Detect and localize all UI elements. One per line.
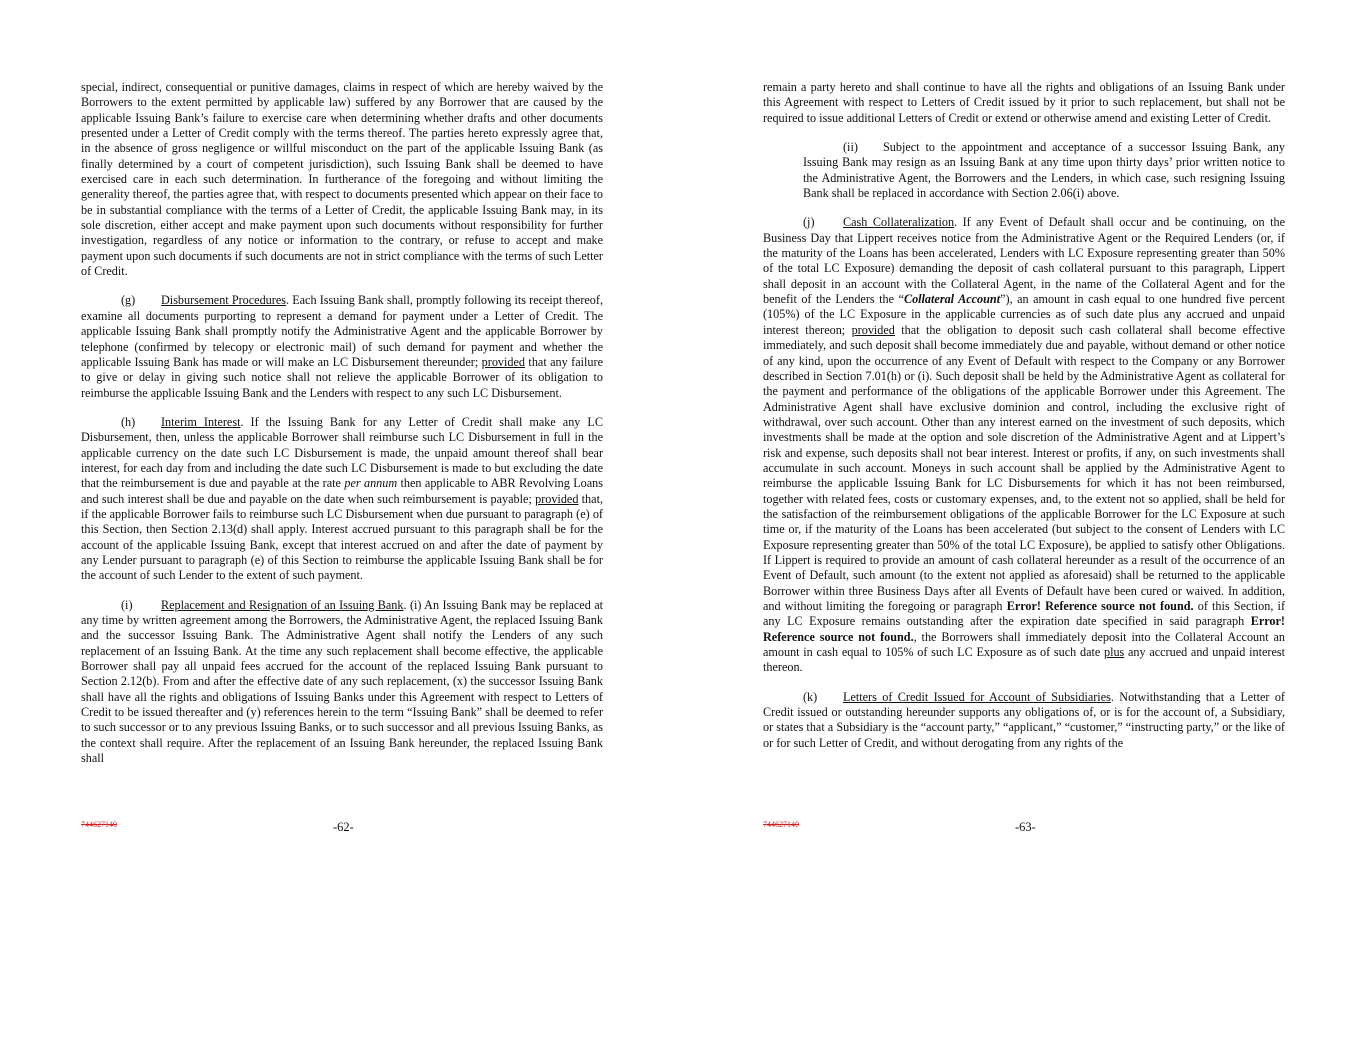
section-label: (k) [803,689,818,704]
section-heading: Letters of Credit Issued for Account of Subsidiaries [843,689,1111,704]
section-heading: Cash Collateralization [843,215,955,230]
section-label: (j) [803,215,815,230]
left-page [81,80,603,780]
document-id: 744627140 [763,820,799,829]
document-id: 744627140 [81,820,117,829]
section-g-disbursement-procedures: (g) Disbursement Procedures. Each Issuing Bank shall, promptly following its receipt thereof, examine all documents purporting to represent a demand for payment under a Letter of Credit. The applicable Issuing Bank shall promptly notify the Administrative Agent and the applicable Borrower by telephone (confirmed by telecopy or electronic mail) of such demand for payment and whether the applicable Issuing Bank has made or will make an LC Disbursement thereunder; provided that any failure to give or delay in giving such notice shall not relieve the applicable Borrower of its obligation to reimburse the applicable Issuing Bank and the Lenders with respect to any such LC Disbursement. [81,293,603,400]
reference-error: Error! Reference source not found. [1006,599,1194,613]
section-heading: Replacement and Resignation of an Issuing Bank [161,597,404,612]
per-annum-term: per annum [344,476,398,491]
section-k-subsidiaries: (k) Letters of Credit Issued for Account of Subsidiaries. Notwithstanding that a Letter of Credit issued or outstanding hereunder supports any obligations of, or is for the account of, a Subsidiary, or states that a Subsidiary is the “account party,” “applicant,” “customer,” “instructing party,” or the like of or for such Letter of Credit, and without derogating from any rights of the [763,689,1285,750]
section-i-replacement-resignation: (i) Replacement and Resignation of an Issuing Bank. (i) An Issuing Bank may be replaced at any time by written agreement among the Borrowers, the Administrative Agent, the replaced Issuing Bank and the successor Issuing Bank. The Administrative Agent shall notify the Lenders of any such replacement of an Issuing Bank. At the time any such replacement shall become effective, the applicable Borrower shall pay all unpaid fees accrued for the account of the replaced Issuing Bank pursuant to Section 2.12(b). From and after the effective date of any such replacement, (x) the successor Issuing Bank shall have all the rights and obligations of Issuing Banks under this Agreement with respect to Letters of Credit to be issued thereafter and (y) references herein to the term “Issuing Bank” shall be deemed to refer to such successor or to any previous Issuing Banks, or to such successor and all previous Issuing Banks, as the context shall require. After the replacement of an Issuing Bank hereunder, the replaced Issuing Bank shall [81,597,604,766]
paragraph-continued: special, indirect, consequential or punitive damages, claims in respect of which are hereby waived by the Borrowers to the extent permitted by applicable law) suffered by any Borrower that are caused by the applicable Issuing Bank’s failure to exercise care when determining whether drafts and other documents presented under a Letter of Credit comply with the terms thereof. The parties hereto expressly agree that, in the absence of gross negligence or willful misconduct on the part of the applicable Issuing Bank (as finally determined by a court of competent jurisdiction), such Issuing Bank shall be deemed to have exercised care in each such determination. In furtherance of the foregoing and without limiting the generality thereof, the parties agree that, with respect to documents presented which appear on their face to be in substantial compliance with the terms of a Letter of Credit, the applicable Issuing Bank may, in its sole discretion, either accept and make payment upon such documents without responsibility for further investigation, regardless of any notice or information to the contrary, or refuse to accept and make payment upon such documents if such documents are not in strict compliance with the terms of such Letter of Credit. [81,80,603,279]
section-heading: Interim Interest [161,414,241,429]
section-heading: Disbursement Procedures [161,293,286,308]
paragraph-continued: remain a party hereto and shall continue to have all the rights and obligations of an Issuing Bank under this Agreement with respect to Letters of Credit issued by it prior to such replacement, but shall not be required to issue additional Letters of Credit or extend or otherwise amend and existing Letter of Credit. [763,80,1285,125]
section-h-interim-interest: (h) Interim Interest. If the Issuing Bank for any Letter of Credit shall make any LC Disbursement, then, unless the applicable Borrower shall reimburse such LC Disbursement in full in the applicable currency on the date such LC Disbursement is made, the unpaid amount thereof shall bear interest, for each day from and including the date such LC Disbursement is made to but excluding the date that the reimbursement is due and payable at the rate per annum then applicable to ABR Revolving Loans and such interest shall be due and payable on the date when such reimbursement is payable; provided that, if the applicable Borrower fails to reimburse such LC Disbursement when due pursuant to paragraph (e) of this Section, then Section 2.13(d) shall apply. Interest accrued pursuant to this paragraph shall be for the account of the applicable Issuing Bank, except that interest accrued on and after the date of payment by any Lender pursuant to paragraph (e) of this Section to reimburse the applicable Issuing Bank shall be for the account of such Lender to the extent of such payment. [81,414,603,583]
section-label: (ii) [843,140,858,155]
right-page [763,80,1285,765]
section-label: (i) [121,597,133,612]
page-number: -62- [333,820,354,834]
section-j-cash-collateralization: (j) Cash Collateralization. If any Event of Default shall occur and be continuing, on the Business Day that Lippert receives notice from the Administrative Agent or the Required Lenders (or, if the maturity of the Loans has been accelerated, Lenders with LC Exposure representing greater than 50% of the total LC Exposure) demanding the deposit of cash collateral pursuant to this paragraph, Lippert shall deposit in an account with the Collateral Agent, in the name of the Collateral Agent and for the benefit of the Lenders the “Collateral Account”), an amount in cash equal to one hundred five percent (105%) of the LC Exposure in the applicable currencies as of such date plus any accrued and unpaid interest thereon; provided that the obligation to deposit such cash collateral shall become effective immediately, and such deposit shall become immediately due and payable, without demand or other notice of any kind, upon the occurrence of any Event of Default with respect to the Company or any Borrower described in Section 7.01(h) or (i). Such deposit shall be held by the Administrative Agent as collateral for the payment and performance of the obligations of the applicable Borrower under this Agreement. The Administrative Agent shall have exclusive dominion and control, including the exclusive right of withdrawal, over such account. Other than any interest earned on the investment of such deposits, which investments shall be made at the option and sole discretion of the Administrative Agent and at Lippert’s risk and expense, such deposits shall not bear interest. Interest or profits, if any, on such investments shall accumulate in such account. Moneys in such account shall be applied by the Administrative Agent to reimburse the applicable Issuing Bank for LC Disbursements for which it has not been reimbursed, together with related fees, costs or customary expenses, and, to the extent not so applied, shall be held for the satisfaction of the reimbursement obligations of the applicable Borrower for the LC Exposure at such time or, if the maturity of the Loans has been accelerated (but subject to the consent of Lenders with LC Exposure representing greater than 50% of the total LC Exposure), be applied to satisfy other Obligations. If Lippert is required to provide an amount of cash collateral hereunder as a result of the occurrence of an Event of Default, such amount (to the extent not applied as aforesaid) shall be returned to the applicable Borrower within three Business Days after all Events of Default have been cured or waived. In addition, and without limiting the foregoing or paragraph Error! Reference source not found. of this Section, if any LC Exposure remains outstanding after the expiration date specified in said paragraph Error! Reference source not found., the Borrowers shall immediately deposit into the Collateral Account an amount in cash equal to 105% of such LC Exposure as of such date plus any accrued and unpaid interest thereon. [763,215,1286,675]
section-label: (g) [121,293,136,308]
subsection-ii-resignation: (ii) Subject to the appointment and acceptance of a successor Issuing Bank, any Issuing Bank may resign as an Issuing Bank at any time upon thirty days’ prior written notice to the Administrative Agent, the Borrowers and the Lenders, in which case, such resigning Issuing Bank shall be replaced in accordance with Section 2.06(i) above. [803,140,1285,201]
defined-term: Collateral Account [903,292,1001,307]
provided-term: provided [535,491,579,506]
reference-error: Error! Reference source not found. [763,614,1285,644]
provided-term: provided [481,354,525,369]
provided-term: provided [851,322,895,337]
section-label: (h) [121,414,136,429]
plus-term: plus [1103,645,1125,660]
page-number: -63- [1015,820,1036,834]
